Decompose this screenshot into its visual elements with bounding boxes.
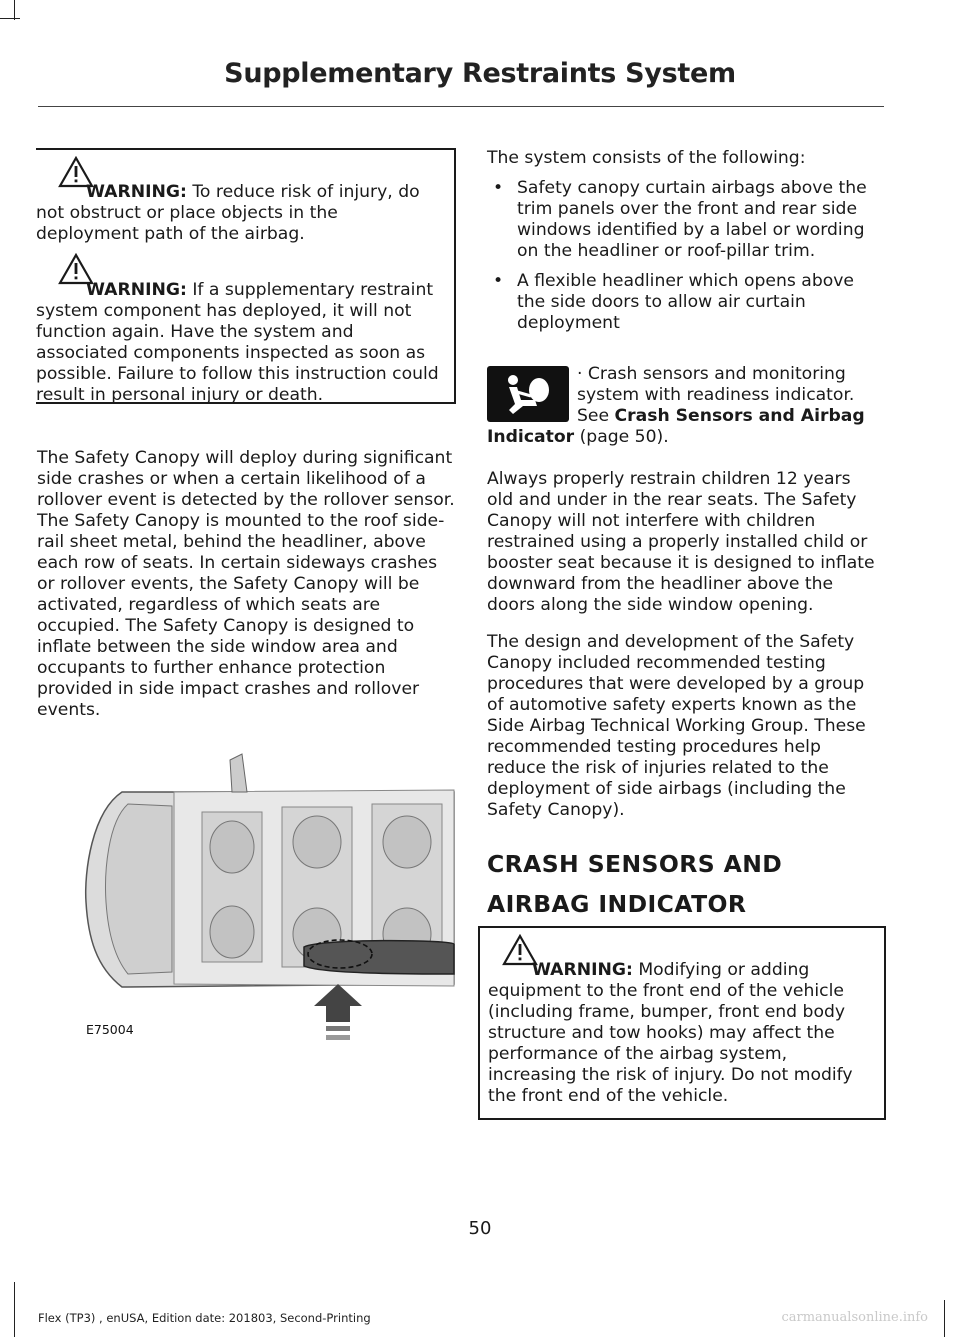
right-body-bottom xyxy=(487,469,882,917)
warning-box-right xyxy=(478,926,886,1120)
warning-label: WARNING: xyxy=(86,182,187,202)
footer-edition: Flex (TP3) , enUSA, Edition date: 201803, Second-Printing xyxy=(38,1311,371,1325)
warning-label: WARNING: xyxy=(86,280,187,300)
left-body xyxy=(37,448,457,737)
page-title: Supplementary Restraints System xyxy=(224,58,736,89)
warning-triangle-icon xyxy=(58,156,94,188)
crop-mark xyxy=(0,18,20,19)
design-paragraph: The design and development of the Safety Canopy included recommended testing procedures that were developed by a group of automotive safety experts known as the Side Airbag Technical Working Group. These recommended testing procedures help reduce the risk of injuries related to the deployment of side airbags (including the Safety Canopy). xyxy=(487,632,866,820)
list-item-text: Safety canopy curtain airbags above the trim panels over the front and rear side windows identified by a label or wording on the headliner or roof-pillar trim. xyxy=(517,178,867,261)
icon-caption-text: · Crash sensors and monitoring system with readiness indicator. See xyxy=(577,364,855,426)
warning-item xyxy=(36,150,454,245)
crop-mark xyxy=(944,1300,945,1337)
warning-label: WARNING: xyxy=(532,960,633,980)
list-item-text: A flexible headliner which opens above the side doors to allow air curtain deployment xyxy=(517,271,854,333)
crop-mark xyxy=(14,1282,15,1337)
vehicle-overhead-figure xyxy=(82,752,456,1042)
crop-mark xyxy=(14,0,15,20)
xref-page: (page 50). xyxy=(574,427,669,447)
warning-triangle-icon xyxy=(502,934,538,966)
warning-triangle-icon xyxy=(58,253,94,285)
bullet-mark: • xyxy=(493,178,504,198)
children-paragraph: Always properly restrain children 12 years old and under in the rear seats. The Safety Canopy will not interfere with children restrained using a properly installed child or booster seat because it is designed to inflate downward from the headliner above the doors along the side window opening. xyxy=(487,469,875,615)
page-number: 50 xyxy=(468,1218,492,1239)
section-heading: AIRBAG INDICATOR xyxy=(487,890,747,918)
right-body-top xyxy=(487,148,882,343)
watermark: carmanualsonline.info xyxy=(781,1310,928,1325)
warning-text: If a supplementary restraint system component has deployed, it will not function again. Have the system and associated components inspected as soon as possible. Failure to follow this instruction could result in personal injury or death. xyxy=(36,280,439,405)
crash-sensors-link[interactable]: Crash Sensors and Airbag Indicator xyxy=(487,406,865,447)
bullet-mark: • xyxy=(493,271,504,291)
safety-canopy-paragraph: The Safety Canopy will deploy during significant side crashes or when a certain likelihood of a rollover event is detected by the rollover sensor. The Safety Canopy is mounted to the roof side-rail sheet metal, behind the headliner, above each row of seats. In certain sideways crashes or rollover events, the Safety Canopy will be activated, regardless of which seats are occupied. The Safety Canopy is designed to inflate between the side window area and occupants to further enhance protection provided in side impact crashes and rollover events. xyxy=(37,448,455,720)
warning-text: To reduce risk of injury, do not obstruct or place objects in the deployment path of the airbag. xyxy=(36,182,420,244)
header-rule xyxy=(38,106,884,107)
icon-caption xyxy=(487,364,880,448)
section-heading: CRASH SENSORS AND xyxy=(487,850,783,878)
warning-text: Modifying or adding equipment to the front end of the vehicle (including frame, bumper, front end body structure and tow hooks) may affect the performance of the airbag system, increasing the risk of injury. Do not modify the front end of the vehicle. xyxy=(488,960,853,1106)
warning-box-left xyxy=(36,148,456,404)
figure-label: E75004 xyxy=(86,1022,134,1037)
warning-item xyxy=(36,245,454,406)
warning-item xyxy=(480,928,884,1107)
list-item xyxy=(487,271,882,334)
system-intro: The system consists of the following: xyxy=(487,148,806,168)
list-item xyxy=(487,178,882,262)
